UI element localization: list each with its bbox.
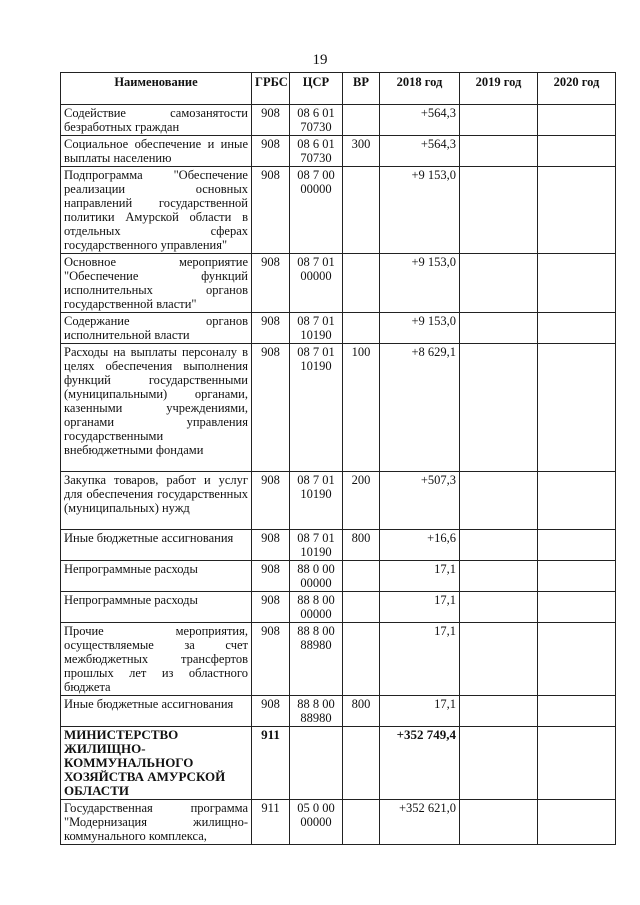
cell-2020 xyxy=(538,254,616,313)
cell-grbs: 908 xyxy=(252,344,290,472)
header-2019: 2019 год xyxy=(460,73,538,105)
cell-grbs: 908 xyxy=(252,167,290,254)
cell-2018: +8 629,1 xyxy=(380,344,460,472)
cell-2020 xyxy=(538,800,616,845)
cell-vr xyxy=(343,727,380,800)
cell-2020 xyxy=(538,105,616,136)
cell-2019 xyxy=(460,105,538,136)
cell-grbs: 908 xyxy=(252,592,290,623)
cell-csr: 08 7 01 10190 xyxy=(290,530,343,561)
cell-2018: +564,3 xyxy=(380,136,460,167)
cell-vr: 300 xyxy=(343,136,380,167)
cell-2019 xyxy=(460,561,538,592)
cell-name: Иные бюджетные ассигнования xyxy=(61,696,252,727)
cell-grbs: 908 xyxy=(252,254,290,313)
cell-vr: 800 xyxy=(343,696,380,727)
cell-2019 xyxy=(460,344,538,472)
table-row xyxy=(61,136,616,167)
cell-csr: 05 0 00 00000 xyxy=(290,800,343,845)
cell-2018: +352 749,4 xyxy=(380,727,460,800)
cell-2019 xyxy=(460,800,538,845)
cell-csr: 08 7 01 00000 xyxy=(290,254,343,313)
cell-grbs: 908 xyxy=(252,530,290,561)
cell-csr: 08 7 01 10190 xyxy=(290,344,343,472)
cell-2019 xyxy=(460,313,538,344)
cell-vr xyxy=(343,105,380,136)
cell-csr: 88 0 00 00000 xyxy=(290,561,343,592)
cell-csr: 88 8 00 88980 xyxy=(290,696,343,727)
cell-name: Иные бюджетные ассигнования xyxy=(61,530,252,561)
cell-grbs: 908 xyxy=(252,472,290,530)
header-vr: ВР xyxy=(343,73,380,105)
cell-grbs: 911 xyxy=(252,800,290,845)
table-row xyxy=(61,727,616,800)
cell-2019 xyxy=(460,472,538,530)
cell-name: Непрограммные расходы xyxy=(61,561,252,592)
cell-2019 xyxy=(460,727,538,800)
cell-2020 xyxy=(538,696,616,727)
table-row xyxy=(61,344,616,472)
table-header-row xyxy=(61,73,616,105)
cell-2019 xyxy=(460,136,538,167)
cell-csr xyxy=(290,727,343,800)
cell-2020 xyxy=(538,623,616,696)
table-row xyxy=(61,592,616,623)
cell-2020 xyxy=(538,472,616,530)
table-row xyxy=(61,313,616,344)
cell-2020 xyxy=(538,561,616,592)
cell-vr xyxy=(343,561,380,592)
cell-2019 xyxy=(460,530,538,561)
cell-grbs: 908 xyxy=(252,696,290,727)
cell-2018: 17,1 xyxy=(380,623,460,696)
cell-2020 xyxy=(538,344,616,472)
cell-csr: 88 8 00 00000 xyxy=(290,592,343,623)
cell-2018: +16,6 xyxy=(380,530,460,561)
cell-2018: +9 153,0 xyxy=(380,313,460,344)
cell-2018: 17,1 xyxy=(380,696,460,727)
header-name: Наименование xyxy=(61,73,252,105)
cell-2019 xyxy=(460,623,538,696)
table-row xyxy=(61,167,616,254)
cell-name: Закупка товаров, работ и услуг для обеспечения государственных (муниципальных) нужд xyxy=(61,472,252,530)
cell-vr: 800 xyxy=(343,530,380,561)
cell-2019 xyxy=(460,254,538,313)
cell-2018: +564,3 xyxy=(380,105,460,136)
cell-vr xyxy=(343,254,380,313)
cell-csr: 08 7 00 00000 xyxy=(290,167,343,254)
budget-table xyxy=(60,72,616,845)
cell-grbs: 908 xyxy=(252,105,290,136)
cell-2018: +9 153,0 xyxy=(380,254,460,313)
cell-vr: 100 xyxy=(343,344,380,472)
cell-2018: 17,1 xyxy=(380,561,460,592)
cell-vr xyxy=(343,592,380,623)
cell-name: Основное мероприятие "Обеспечение функций исполнительных органов государственной власти" xyxy=(61,254,252,313)
table-row xyxy=(61,561,616,592)
cell-2020 xyxy=(538,530,616,561)
table-row xyxy=(61,696,616,727)
cell-vr xyxy=(343,167,380,254)
header-2020: 2020 год xyxy=(538,73,616,105)
table-row xyxy=(61,800,616,845)
cell-vr xyxy=(343,313,380,344)
table-row xyxy=(61,530,616,561)
header-grbs: ГРБС xyxy=(252,73,290,105)
cell-csr: 88 8 00 88980 xyxy=(290,623,343,696)
cell-grbs: 908 xyxy=(252,623,290,696)
cell-name: Содержание органов исполнительной власти xyxy=(61,313,252,344)
table-row xyxy=(61,254,616,313)
cell-vr xyxy=(343,800,380,845)
cell-2020 xyxy=(538,167,616,254)
cell-name: Прочие мероприятия, осуществляемые за счет межбюджетных трансфертов прошлых лет из областного бюджета xyxy=(61,623,252,696)
cell-csr: 08 6 01 70730 xyxy=(290,105,343,136)
cell-grbs: 908 xyxy=(252,136,290,167)
cell-vr xyxy=(343,623,380,696)
cell-2018: +352 621,0 xyxy=(380,800,460,845)
cell-name: Подпрограмма "Обеспечение реализации основных направлений государственной политики Амурской области в отдельных сферах государственного управления" xyxy=(61,167,252,254)
cell-2020 xyxy=(538,727,616,800)
cell-vr: 200 xyxy=(343,472,380,530)
cell-grbs: 908 xyxy=(252,313,290,344)
cell-name: Социальное обеспечение и иные выплаты населению xyxy=(61,136,252,167)
cell-name: Расходы на выплаты персоналу в целях обеспечения выполнения функций государственными (муниципальными) органами, казенными учреждениями, органами управления государственными внебюджетными фондами xyxy=(61,344,252,472)
cell-2020 xyxy=(538,313,616,344)
cell-grbs: 908 xyxy=(252,561,290,592)
cell-2019 xyxy=(460,696,538,727)
table-row xyxy=(61,105,616,136)
cell-csr: 08 7 01 10190 xyxy=(290,472,343,530)
cell-csr: 08 7 01 10190 xyxy=(290,313,343,344)
table-row xyxy=(61,623,616,696)
cell-name: МИНИСТЕРСТВО ЖИЛИЩНО-КОММУНАЛЬНОГО ХОЗЯЙСТВА АМУРСКОЙ ОБЛАСТИ xyxy=(61,727,252,800)
header-2018: 2018 год xyxy=(380,73,460,105)
cell-2018: +9 153,0 xyxy=(380,167,460,254)
cell-name: Содействие самозанятости безработных граждан xyxy=(61,105,252,136)
table-row xyxy=(61,472,616,530)
cell-2020 xyxy=(538,592,616,623)
cell-grbs: 911 xyxy=(252,727,290,800)
cell-name: Непрограммные расходы xyxy=(61,592,252,623)
cell-2018: +507,3 xyxy=(380,472,460,530)
cell-csr: 08 6 01 70730 xyxy=(290,136,343,167)
cell-2019 xyxy=(460,592,538,623)
cell-2018: 17,1 xyxy=(380,592,460,623)
header-csr: ЦСР xyxy=(290,73,343,105)
cell-name: Государственная программа "Модернизация жилищно-коммунального комплекса, xyxy=(61,800,252,845)
cell-2020 xyxy=(538,136,616,167)
cell-2019 xyxy=(460,167,538,254)
page-number: 19 xyxy=(312,52,328,68)
